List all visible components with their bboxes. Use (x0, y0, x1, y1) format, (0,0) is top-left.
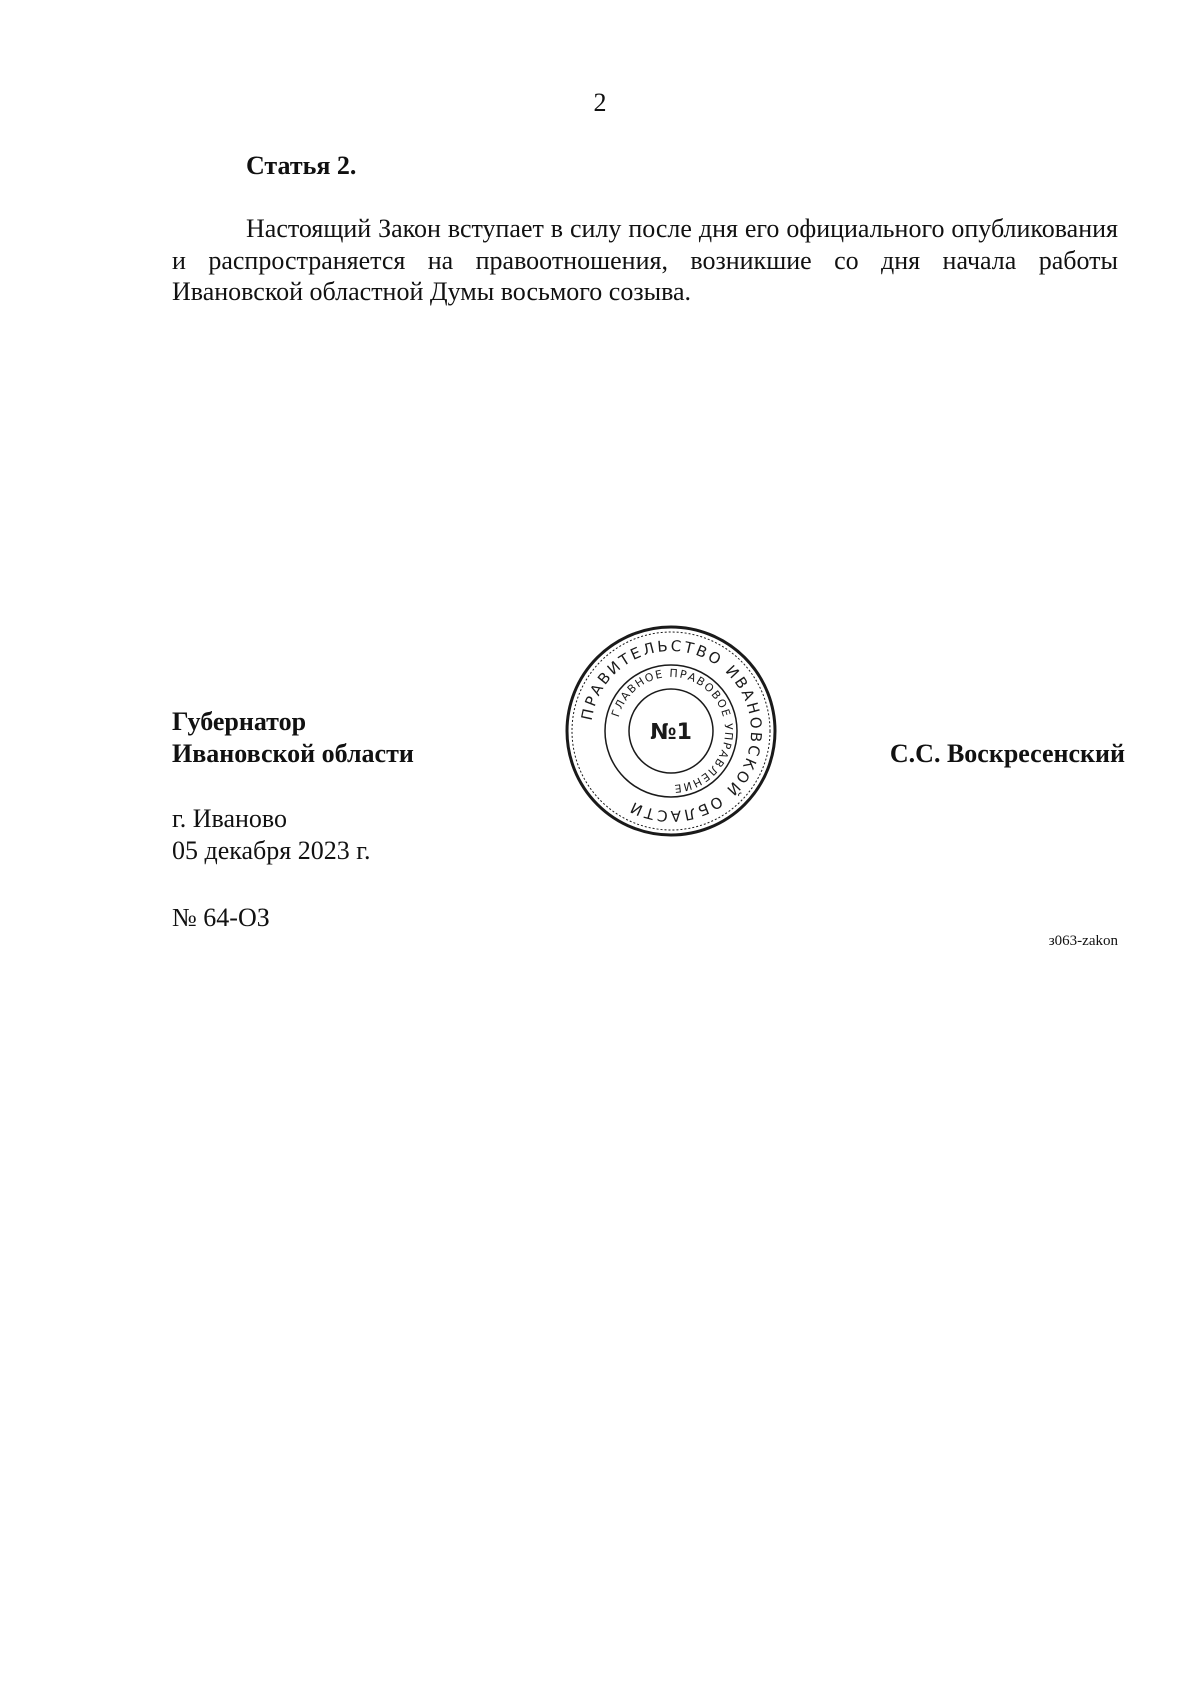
city: г. Иваново (172, 804, 287, 833)
signatory-name: С.С. Воскресенский (889, 739, 1125, 768)
document-code: з063-zakon (1048, 933, 1118, 949)
signing-date: 05 декабря 2023 г. (172, 836, 371, 865)
article-title: Статья 2. (246, 151, 357, 180)
law-number: № 64-ОЗ (172, 903, 270, 932)
signatory-title-line-2: Ивановской области (172, 739, 414, 768)
seal-outer-text: ПРАВИТЕЛЬСТВО ИВАНОВСКОЙ ОБЛАСТИ (577, 636, 766, 826)
official-seal (562, 622, 780, 840)
place-and-date (172, 803, 370, 867)
article-body: Настоящий Закон вступает в силу после дня его официального опубликования и распространяется на правоотношения, возникшие со дня начала работы Ивановской областной Думы восьмого созыва. (172, 214, 1118, 306)
seal-number: №1 (650, 720, 692, 745)
signatory-title (172, 706, 414, 770)
signatory-title-line-1: Губернатор (172, 707, 307, 736)
seal-graphic (562, 622, 780, 840)
page-number: 2 (593, 88, 607, 117)
seal-inner-text: ГЛАВНОЕ ПРАВОВОЕ УПРАВЛЕНИЕ (609, 666, 736, 796)
